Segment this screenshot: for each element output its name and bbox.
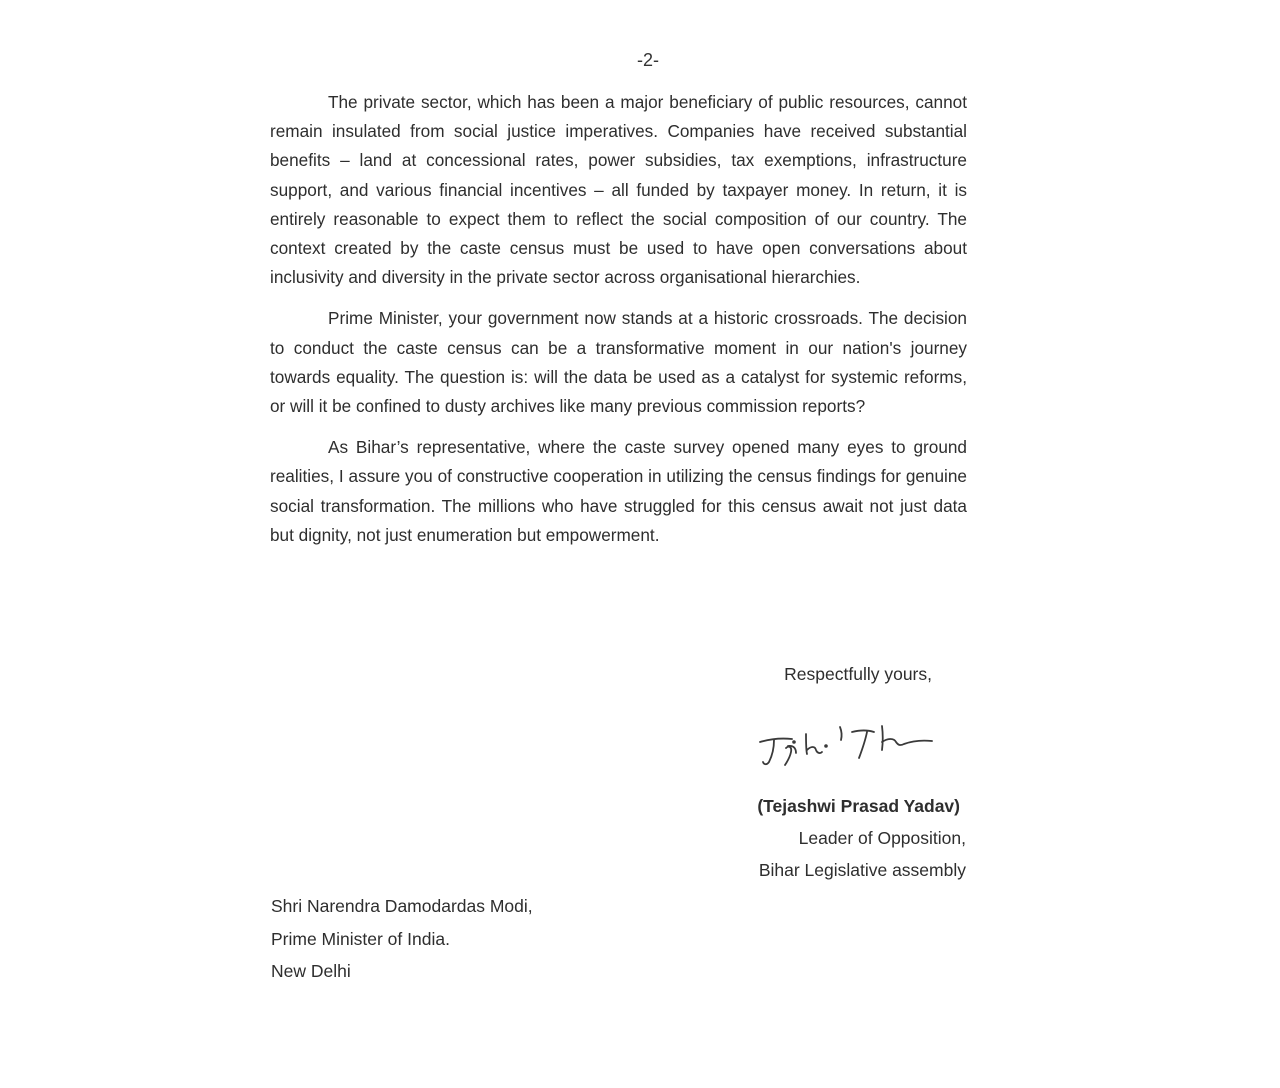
letter-body (270, 88, 967, 562)
closing-salutation: Respectfully yours, (784, 664, 932, 684)
paragraph-private-sector: The private sector, which has been a major beneficiary of public resources, cannot remain insulated from social justice imperatives. Companies have received substantial benefits – land at concessional rates, power subsidies, tax exemptions, infrastructure support, and various financial incentives – all funded by taxpayer money. In return, it is entirely reasonable to expect them to reflect the social composition of our country. The context created by the caste census must be used to have open conversations about inclusivity and diversity in the private sector across organisational hierarchies. (270, 92, 967, 288)
handwritten-signature (752, 712, 962, 772)
signer-name: (Tejashwi Prasad Yadav) (757, 796, 960, 816)
signer-organization: Bihar Legislative assembly (758, 860, 966, 880)
page-number: -2- (637, 50, 659, 70)
paragraph-crossroads: Prime Minister, your government now stands at a historic crossroads. The decision to conduct the caste census can be a transformative moment in our nation's journey towards equality. The question is: will the data be used as a catalyst for systemic reforms, or will it be confined to dusty archives like many previous commission reports? (270, 308, 967, 417)
signer-block (700, 790, 966, 886)
recipient-name: Shri Narendra Damodardas Modi, (271, 896, 533, 916)
recipient-address (271, 890, 691, 988)
paragraph-bihar-representative: As Bihar’s representative, where the caste survey opened many eyes to ground realities, I assure you of constructive cooperation in utilizing the census findings for genuine social transformation. The millions who have struggled for this census await not just data but dignity, not just enumeration but empowerment. (270, 437, 967, 545)
recipient-city: New Delhi (271, 961, 351, 981)
recipient-title: Prime Minister of India. (271, 928, 450, 949)
signer-title: Leader of Opposition, (798, 828, 966, 848)
